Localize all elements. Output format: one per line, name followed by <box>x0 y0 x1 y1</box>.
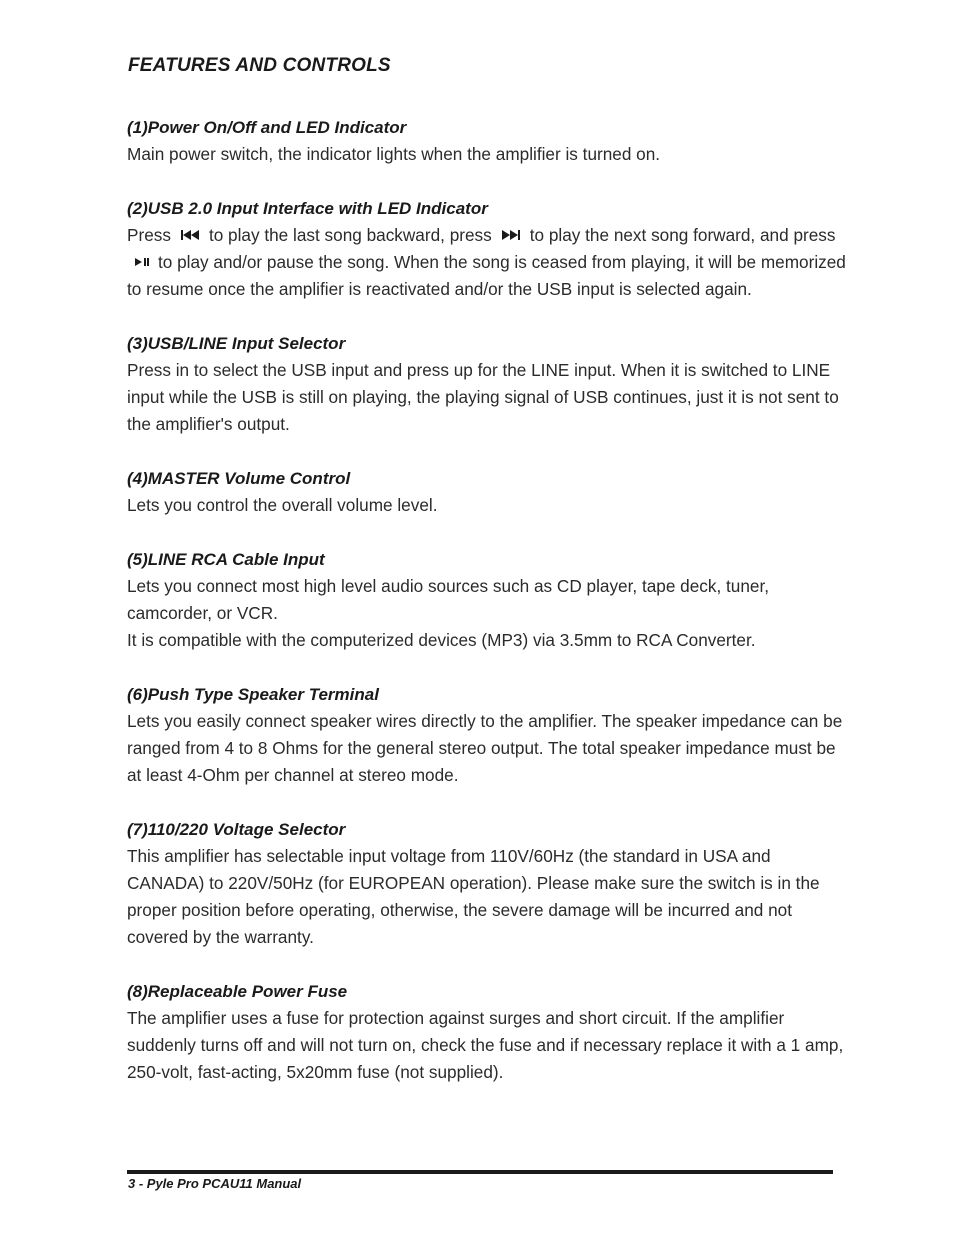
text-fragment: to play the next song forward, and press <box>529 225 836 245</box>
text-fragment: to play and/or pause the song. When the song is ceased from playing, it will be memorized to resume once the amplifier is reactivated and/or the USB input is selected again. <box>127 252 846 299</box>
section-paragraph: It is compatible with the computerized devices (MP3) via 3.5mm to RCA Converter. <box>127 630 756 650</box>
section-paragraph: Lets you control the overall volume level. <box>127 495 438 515</box>
feature-section-master-volume <box>127 465 847 519</box>
feature-section-rca-input <box>127 546 847 654</box>
section-paragraph: This amplifier has selectable input voltage from 110V/60Hz (the standard in USA and CANADA) to 220V/50Hz (for EUROPEAN operation). Please make sure the switch is in the proper position before operating, otherwise, the severe damage will be incurred and not covered by the warranty. <box>127 846 820 947</box>
section-title: (1)Power On/Off and LED Indicator <box>127 118 407 137</box>
section-paragraph <box>127 222 847 303</box>
section-paragraph: Lets you connect most high level audio sources such as CD player, tape deck, tuner, camcorder, or VCR. <box>127 576 770 623</box>
section-paragraph: Lets you easily connect speaker wires directly to the amplifier. The speaker impedance can be ranged from 4 to 8 Ohms for the general stereo output. The total speaker impedance must be at least 4-Ohm per channel at stereo mode. <box>127 711 843 785</box>
section-body <box>127 708 847 789</box>
play-pause-icon <box>134 255 150 269</box>
section-title: (7)110/220 Voltage Selector <box>127 820 346 839</box>
section-title: (4)MASTER Volume Control <box>127 469 351 488</box>
feature-section-usb <box>127 195 847 303</box>
section-title: (8)Replaceable Power Fuse <box>127 982 348 1001</box>
footer-divider <box>127 1170 833 1174</box>
section-title: (2)USB 2.0 Input Interface with LED Indicator <box>127 199 488 218</box>
feature-section-voltage-selector <box>127 816 847 951</box>
section-body <box>127 843 847 951</box>
section-body <box>127 141 847 168</box>
section-title: (6)Push Type Speaker Terminal <box>127 685 379 704</box>
previous-track-icon <box>179 228 201 242</box>
feature-section-input-selector <box>127 330 847 438</box>
next-track-icon <box>500 228 522 242</box>
section-body <box>127 573 847 654</box>
text-fragment: to play the last song backward, press <box>208 225 492 245</box>
feature-section-power-fuse <box>127 978 847 1086</box>
section-body <box>127 1005 847 1086</box>
section-body <box>127 222 847 303</box>
section-title: (5)LINE RCA Cable Input <box>127 550 325 569</box>
text-fragment: Press <box>127 225 171 245</box>
section-body <box>127 357 847 438</box>
features-list <box>127 114 847 1113</box>
section-paragraph: Press in to select the USB input and press up for the LINE input. When it is switched to LINE input while the USB is still on playing, the playing signal of USB continues, just it is not sent to the amplifier's output. <box>127 360 839 434</box>
section-body <box>127 492 847 519</box>
page-footer: 3 - Pyle Pro PCAU11 Manual <box>128 1176 302 1191</box>
feature-section-power <box>127 114 847 168</box>
section-paragraph: Main power switch, the indicator lights when the amplifier is turned on. <box>127 144 661 164</box>
section-paragraph: The amplifier uses a fuse for protection against surges and short circuit. If the amplifier suddenly turns off and will not turn on, check the fuse and if necessary replace it with a 1 amp, 250-volt, fast-acting, 5x20mm fuse (not supplied). <box>127 1008 844 1082</box>
section-title: (3)USB/LINE Input Selector <box>127 334 346 353</box>
page-title: FEATURES AND CONTROLS <box>128 55 391 76</box>
feature-section-speaker-terminal <box>127 681 847 789</box>
